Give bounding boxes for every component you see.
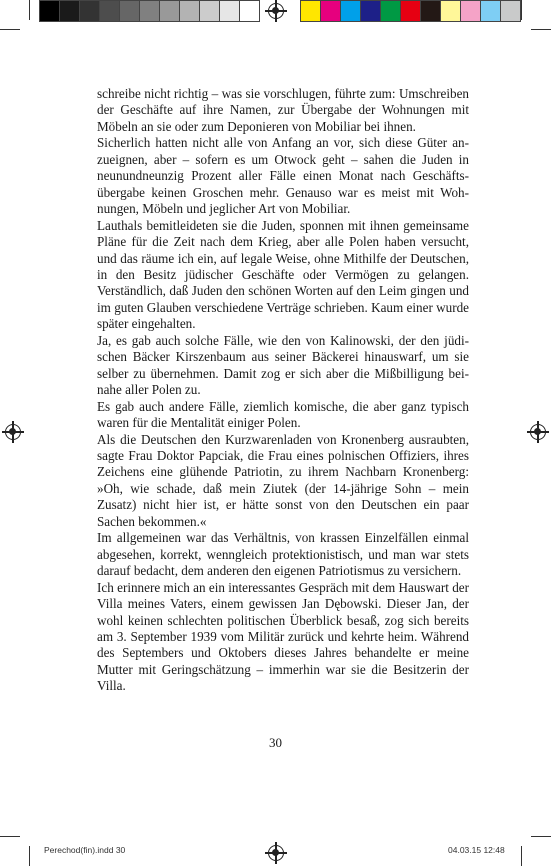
paragraph: schreibe nicht richtig – was sie vorschlugen, führte zum: Umschreiben der Geschäfte auf ihre Namen, zur Übergabe der Wohnungen mit Möbeln an sie oder zum Deponieren von Mobiliar bei ihnen. xyxy=(97,86,469,134)
color-swatch xyxy=(500,0,521,22)
color-swatch xyxy=(440,0,461,22)
crop-mark xyxy=(521,846,522,866)
color-swatch xyxy=(480,0,501,22)
crop-mark xyxy=(521,0,522,20)
color-swatch xyxy=(320,0,341,22)
color-swatch xyxy=(119,0,140,22)
crop-mark xyxy=(531,836,551,837)
paragraph: Ich erinnere mich an ein interessantes Gespräch mit dem Hauswart der Villa meines Vaters, einem gewissen Jan Dębowski. Dieser Jan, der wohl keinen schlechten politischen Überblick besaß, zog sich bereits am 3. September 1939 vom Militär zurück und kehrte heim. Während des Septembers und Oktobers dieses Jahres behandelte er meine Mutter mit Geringschätzung – immerhin war sie die Besitzerin der Villa. xyxy=(97,579,469,694)
page-number: 30 xyxy=(269,735,282,750)
slug-filename: Perechod(fin).indd 30 xyxy=(44,845,126,855)
crop-mark xyxy=(0,836,20,837)
color-swatch xyxy=(99,0,120,22)
paragraph: Ja, es gab auch solche Fälle, wie den von Kalinowski, der den jüdischen Bäcker Kirszenbaum aus seiner Bäckerei hinauswarf, um sie selber zu übernehmen. Damit zog er sich aber die Mißbilligung beinahe aller Polen zu. xyxy=(97,332,469,398)
color-bar xyxy=(300,0,520,22)
color-swatch xyxy=(400,0,421,22)
color-swatch xyxy=(420,0,441,22)
crop-mark xyxy=(29,0,30,20)
paragraph: Im allgemeinen war das Verhältnis, von krassen Einzelfällen einmal abgesehen, korrekt, wenngleich protektionistisch, und man war stets darauf bedacht, dem anderen den eigenen Patriotismus zu versichern. xyxy=(97,530,469,579)
color-swatch xyxy=(39,0,60,22)
paragraph: Lauthals bemitleideten sie die Juden, sponnen mit ihnen gemeinsame Pläne für die Zeit nach dem Krieg, aber alle Polen haben versucht, und das räume ich ein, auf legale Weise, ohne Mithilfe der Deutschen, in den Besitz jüdischer Geschäfte oder Vermögen zu gelangen. Verständlich, daß Juden den schönen Worten auf den Leim gingen und im guten Glauben verschiedene Verträge schrieben. Kaum einer wurde später eingehalten. xyxy=(97,217,469,332)
color-swatch xyxy=(360,0,381,22)
body-text xyxy=(97,86,469,695)
color-swatch xyxy=(179,0,200,22)
registration-mark-icon xyxy=(530,424,546,440)
color-swatch xyxy=(59,0,80,22)
grayscale-bar xyxy=(39,0,259,22)
color-swatch xyxy=(300,0,321,22)
registration-mark-icon xyxy=(268,3,284,19)
color-swatch xyxy=(340,0,361,22)
registration-mark-icon xyxy=(5,424,21,440)
crop-mark xyxy=(29,846,30,866)
color-swatch xyxy=(159,0,180,22)
color-swatch xyxy=(79,0,100,22)
color-swatch xyxy=(139,0,160,22)
paragraph: Als die Deutschen den Kurzwarenladen von Kronenberg ausraubten, sagte Frau Doktor Papciak, die Frau eines polnischen Offiziers, ihres Zeichens eine glühende Patriotin, zu ihrem Nachbarn Kronenberg: »Oh, wie schade, daß mein Ziutek (der 14-jährige Sohn – mein Zusatz) nicht hier ist, er hätte sonst von den Deutschen ein paar Sachen bekommen.« xyxy=(97,431,469,529)
crop-mark xyxy=(0,29,20,30)
paragraph: Es gab auch andere Fälle, ziemlich komische, die aber ganz typisch waren für die Mentalität einiger Polen. xyxy=(97,398,469,431)
color-swatch xyxy=(380,0,401,22)
color-swatch xyxy=(219,0,240,22)
paragraph: Sicherlich hatten nicht alle von Anfang an vor, sich diese Güter anzueignen, aber – sofern es um Otwock geht – sahen die Juden in neunundneunzig Prozent aller Fälle einen Monat nach Geschäftsübergabe keinen Groschen mehr. Genauso war es meist mit Wohnungen, Möbeln und jeglicher Art von Mobiliar. xyxy=(97,135,469,217)
color-swatch xyxy=(239,0,260,22)
color-swatch xyxy=(199,0,220,22)
crop-mark xyxy=(531,29,551,30)
registration-mark-icon xyxy=(268,845,284,861)
color-swatch xyxy=(460,0,481,22)
slug-datetime: 04.03.15 12:48 xyxy=(448,845,505,855)
